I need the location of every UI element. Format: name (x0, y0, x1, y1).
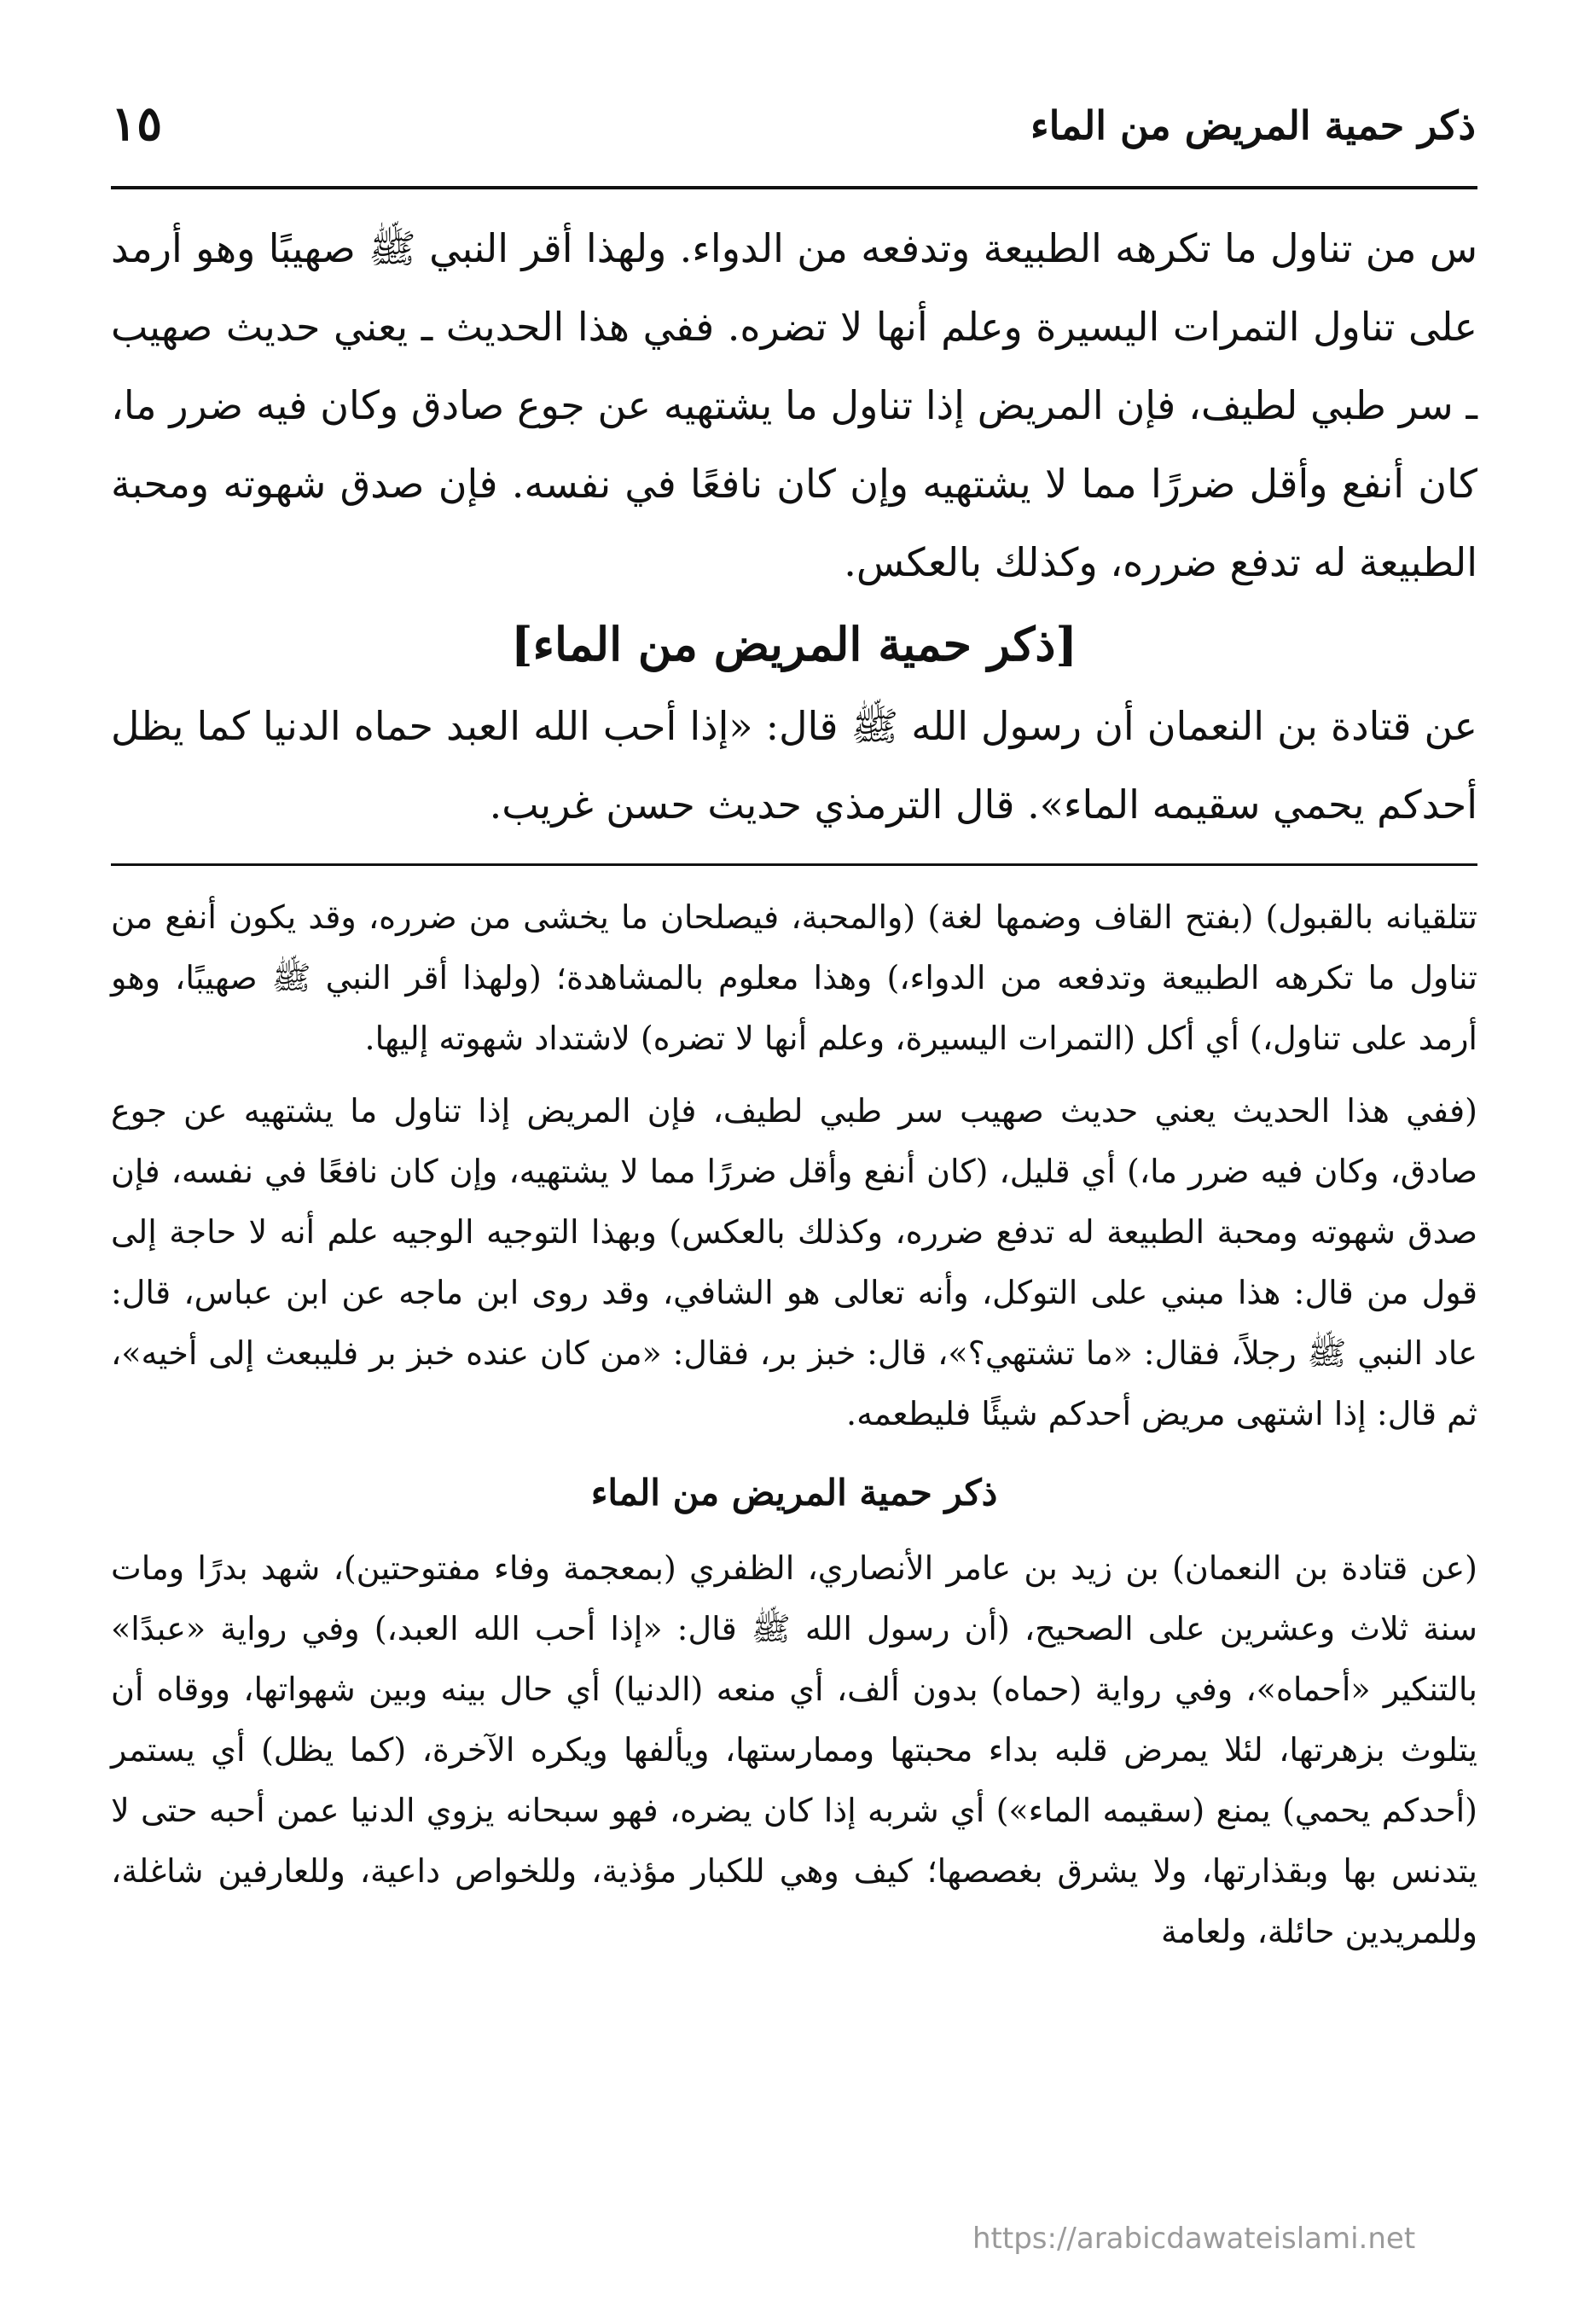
commentary-paragraph: (عن قتادة بن النعمان) بن زيد بن عامر الأنصاري، الظفري (بمعجمة وفاء مفتوحتين)، شهد بدرًا ومات سنة ثلاث وعشرين على الصحيح، (أن رسول الله ﷺ قال: «إذا أحب الله العبد،) وفي رواية «عبدًا» بالتنكير «أحماه»، وفي رواية (حماه) بدون ألف، أي منعه (الدنيا) أي حال بينه وبين شهواتها، ووقاه أن يتلوث بزهرتها، لئلا يمرض قلبه بداء محبتها وممارستها، ويألفها ويكره الآخرة، (كما يظل) أي يستمر (أحدكم يحمي) يمنع (سقيمه الماء») أي شربه إذا كان يضره، فهو سبحانه يزوي الدنيا عمن أحبه حتى لا يتدنس بها وبقذارتها، ولا يشرق بغصصها؛ كيف وهي للكبار مؤذية، وللخواص داعية، وللعارفين شاغلة، وللمريدين حائلة، ولعامة (111, 1549, 1477, 1950)
page-header (111, 96, 1476, 179)
commentary-heading: ذكر حمية المريض من الماء (590, 1472, 998, 1514)
section-heading: [ذكر حمية المريض من الماء] (511, 617, 1077, 671)
running-title: ذكر حمية المريض من الماء (1030, 102, 1476, 148)
main-paragraph: س من تناول ما تكرهه الطبيعة وتدفعه من الدواء. ولهذا أقر النبي ﷺ صهيبًا وهو أرمد على تناول التمرات اليسيرة وعلم أنها لا تضره. ففي هذا الحديث ـ يعني حديث صهيب ـ سر طبي لطيف، فإن المريض إذا تناول ما يشتهيه عن جوع صادق وكان فيه ضرر ما، كان أنفع وأقل ضررًا مما لا يشتهيه وإن كان نافعًا في نفسه. فإن صدق شهوته ومحبة الطبيعة له تدفع ضرره، وكذلك بالعكس. (111, 225, 1477, 585)
page-number: ١٥ (111, 96, 163, 152)
main-text (111, 209, 1477, 844)
commentary-text (111, 887, 1477, 1974)
hadith-paragraph: عن قتادة بن النعمان أن رسول الله ﷺ قال: «إذا أحب الله العبد حماه الدنيا كما يظل أحدكم يحمي سقيمه الماء». قال الترمذي حديث حسن غريب. (111, 703, 1477, 828)
watermark-url: https://arabicdawateislami.net (972, 2222, 1416, 2256)
header-divider (111, 186, 1477, 189)
commentary-paragraph: تتلقيانه بالقبول) (بفتح القاف وضمها لغة) (والمحبة، فيصلحان ما يخشى من ضرره، وقد يكون أنفع من تناول ما تكرهه الطبيعة وتدفعه من الدواء،) وهذا معلوم بالمشاهدة؛ (ولهذا أقر النبي ﷺ صهيبًا، وهو أرمد على تناول،) أي أكل (التمرات اليسيرة، وعلم أنها لا تضره) لاشتداد شهوته إليها. (111, 898, 1477, 1057)
commentary-divider (111, 863, 1477, 866)
commentary-paragraph: (ففي هذا الحديث يعني حديث صهيب سر طبي لطيف، فإن المريض إذا تناول ما يشتهيه عن جوع صادق، وكان فيه ضرر ما،) أي قليل، (كان أنفع وأقل ضررًا مما لا يشتهيه، وإن كان نافعًا في نفسه، فإن صدق شهوته ومحبة الطبيعة له تدفع ضرره، وكذلك بالعكس) وبهذا التوجيه الوجيه علم أنه لا حاجة إلى قول من قال: هذا مبني على التوكل، وأنه تعالى هو الشافي، وقد روى ابن ماجه عن ابن عباس، قال: عاد النبي ﷺ رجلاً، فقال: «ما تشتهي؟»، قال: خبز بر، فقال: «من كان عنده خبز بر فليبعث إلى أخيه»، ثم قال: إذا اشتهى مريض أحدكم شيئًا فليطعمه. (111, 1092, 1477, 1432)
